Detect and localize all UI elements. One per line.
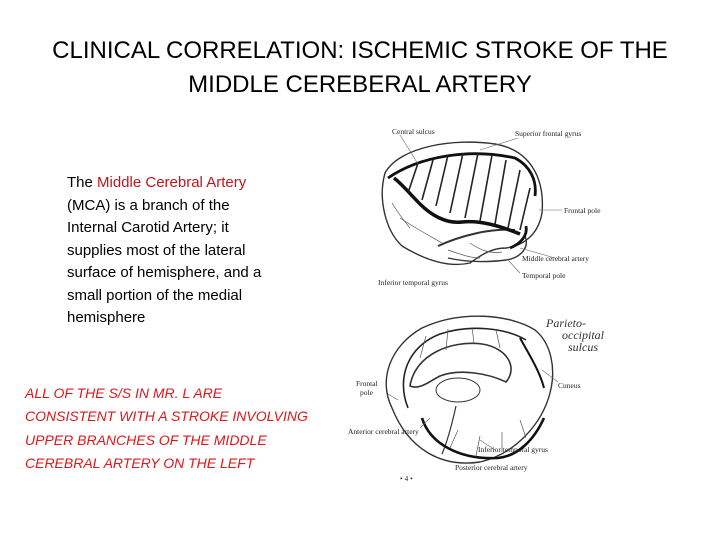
corpus-callosum: [410, 343, 511, 387]
label-frontal-pole-medial-2: pole: [360, 388, 373, 397]
label-middle-cerebral-artery: Middle cerebral artery: [522, 254, 590, 263]
mca-branches: [408, 153, 530, 230]
label-frontal-pole: Frontal pole: [564, 206, 601, 215]
small-vessel: [520, 420, 526, 438]
temporal-pole-pointer: [508, 260, 520, 273]
handwritten-note-line-3: sulcus: [568, 340, 598, 354]
label-anterior-cerebral-artery: Anterior cerebral artery: [348, 427, 419, 436]
page-mark: • 4 •: [400, 474, 413, 483]
small-vessel: [448, 250, 480, 258]
small-vessel: [392, 203, 410, 228]
slide-title-line-1: CLINICAL CORRELATION: ISCHEMIC STROKE OF THE: [52, 37, 668, 64]
small-vessel: [400, 218, 442, 243]
central-sulcus-pointer: [400, 135, 418, 164]
temporal-lobe: [448, 236, 526, 262]
mca-description: [67, 172, 282, 330]
description-prefix: The: [67, 174, 98, 191]
label-inferior-temporal-gyrus: Inferior temporal gyrus: [378, 278, 448, 287]
parieto-occipital-sulcus: [520, 338, 544, 388]
brain-diagram: [330, 118, 700, 490]
label-cuneus: Cuneus: [558, 381, 581, 390]
handwritten-note-line-1: Parieto-: [546, 316, 586, 330]
small-vessel: [470, 243, 502, 253]
sylvian-fissure: [438, 230, 515, 246]
small-vessel: [450, 430, 458, 448]
handwritten-note-line-2: occipital: [562, 328, 604, 342]
brain-artery-figure: [330, 118, 700, 490]
label-temporal-pole: Temporal pole: [522, 271, 566, 280]
mca-branch: [465, 153, 478, 218]
thalamus: [436, 378, 480, 402]
mca-branch: [520, 188, 530, 230]
cuneus-pointer: [542, 370, 558, 382]
label-frontal-pole-medial-1: Frontal: [356, 379, 378, 388]
label-inferior-temporal-gyrus-medial: Inferior temporal gyrus: [478, 445, 548, 454]
medial-brain-view: [386, 316, 558, 463]
description-suffix: (MCA) is a branch of the Internal Carotid Artery; it supplies most of the lateral surface of hemisphere, and a small portion of the medial hemisphere: [67, 196, 262, 326]
small-vessel: [496, 330, 500, 348]
stroke-conclusion: ALL OF THE S/S IN MR. L ARE CONSISTENT WITH A STROKE INVOLVING UPPER BRANCHES OF THE MIDDLE CEREBRAL ARTERY ON THE LEFT: [25, 385, 308, 472]
superior-frontal-pointer: [480, 138, 518, 150]
small-vessel: [420, 336, 426, 358]
lateral-brain-view: [382, 135, 562, 273]
label-central-sulcus: Central sulcus: [392, 127, 435, 136]
mca-branch: [422, 160, 433, 200]
small-vessel: [472, 327, 474, 344]
mca-highlight: Middle Cerebral Artery: [97, 174, 247, 191]
mca-branch: [450, 153, 463, 213]
label-posterior-cerebral-artery: Posterior cerebral artery: [455, 463, 528, 472]
slide-title: [40, 34, 680, 102]
mca-branch: [436, 155, 448, 206]
slide-title-line-2: MIDDLE CEREBERAL ARTERY: [188, 71, 532, 98]
frontal-pole-medial-pointer: [388, 394, 398, 400]
mca-branch: [480, 155, 492, 221]
anterior-cerebral-artery-curve: [403, 328, 526, 408]
mca-branch: [495, 160, 506, 224]
mca-branch: [508, 170, 520, 228]
label-superior-frontal-gyrus: Superior frontal gyrus: [515, 129, 582, 138]
